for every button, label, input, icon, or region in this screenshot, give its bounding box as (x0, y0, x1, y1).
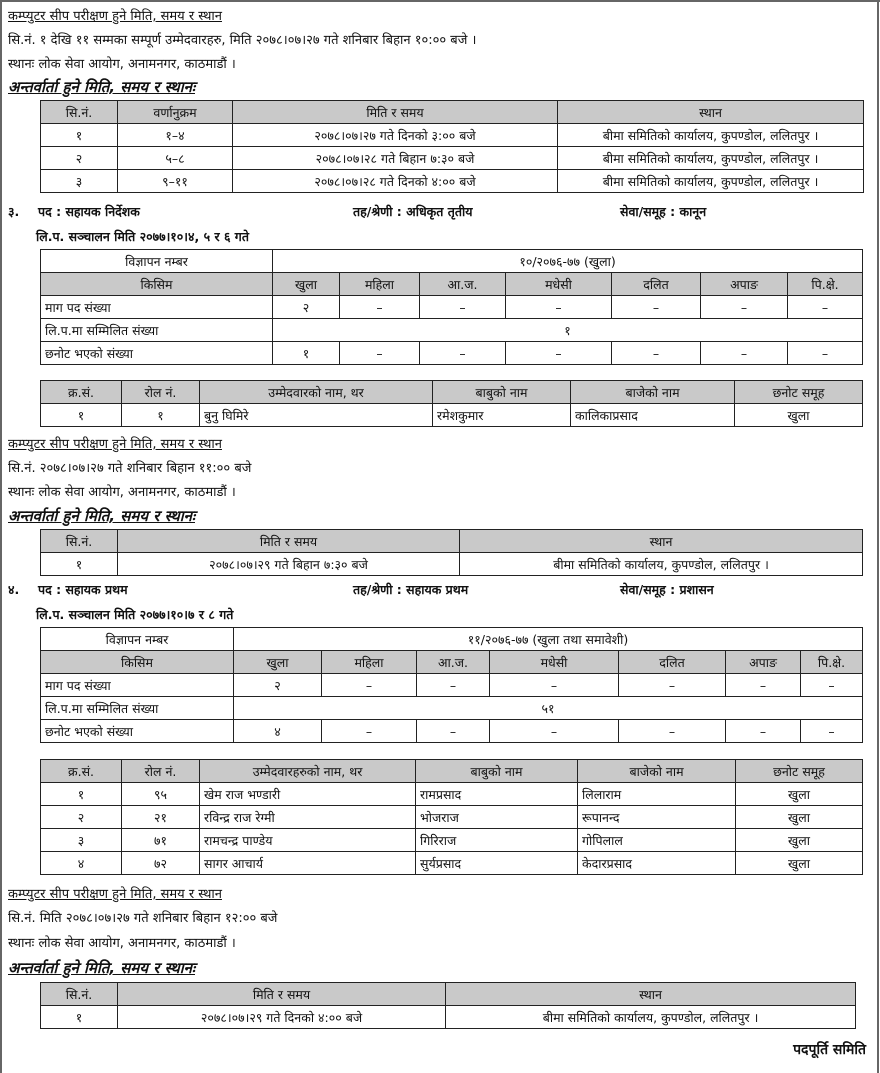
table-row (41, 720, 863, 743)
candidate-table-post4 (40, 759, 863, 875)
column-header: मिति र समय (118, 983, 446, 1006)
table-cell: १ (41, 404, 122, 427)
table-header-row (41, 651, 863, 674)
table-cell: ७२ (122, 852, 200, 875)
table-header-row (41, 530, 863, 553)
table-cell: २ (41, 806, 122, 829)
post-level: तह/श्रेणी : अधिकृत तृतीय (353, 204, 473, 219)
table-row (41, 553, 863, 576)
table-cell: बीमा समितिको कार्यालय, कुपण्डोल, ललितपुर । (446, 1006, 856, 1029)
column-header: मिति र समय (118, 530, 460, 553)
exam-place-line: स्थानः लोक सेवा आयोग, अनामनगर, काठमाडौं । (8, 936, 236, 951)
column-header: किसिम (41, 273, 273, 296)
interview-table-post4 (40, 982, 856, 1029)
table-cell: २ (234, 674, 322, 697)
column-header: उम्मेदवारहरुको नाम, थर (200, 760, 416, 783)
exam-place-line: स्थानः लोक सेवा आयोग, अनामनगर, काठमाडौं । (8, 485, 236, 500)
table-cell: – (490, 720, 619, 743)
post-info-line (8, 203, 868, 221)
column-header: सि.नं. (41, 530, 118, 553)
table-cell: – (490, 674, 619, 697)
exam-schedule-line: सि.नं. मिति २०७८।०७।२७ गते शनिबार बिहान १२:०० बजे (8, 911, 278, 926)
table-cell: गोपिलाल (578, 829, 736, 852)
table-cell: १ (41, 783, 122, 806)
table-cell: रामचन्द्र पाण्डेय (200, 829, 416, 852)
row-label: छनोट भएको संख्या (41, 720, 234, 743)
table-cell: – (619, 674, 726, 697)
column-header: बाबुको नाम (416, 760, 578, 783)
table-cell: – (506, 342, 612, 365)
table-cell: २०७८।०७।२९ गते दिनको ४:०० बजे (118, 1006, 446, 1029)
table-header-row (41, 381, 863, 404)
table-row (41, 342, 863, 365)
advertisement-label: विज्ञापन नम्बर (41, 628, 234, 651)
table-header-row (41, 983, 856, 1006)
table-row (41, 319, 863, 342)
table-header-row (41, 760, 863, 783)
table-row (41, 806, 863, 829)
column-header: अपाङ (726, 651, 801, 674)
column-header: दलित (612, 273, 701, 296)
committee-signature: पदपूर्ति समिति (793, 1042, 866, 1058)
column-header: आ.ज. (417, 651, 490, 674)
exam-heading: कम्प्युटर सीप परीक्षण हुने मिति, समय र स्थान (8, 437, 222, 452)
column-header: स्थान (446, 983, 856, 1006)
table-row (41, 697, 863, 720)
table-cell: ५–८ (118, 147, 233, 170)
table-cell: – (612, 342, 701, 365)
table-cell: ४ (234, 720, 322, 743)
table-cell: १ (273, 319, 863, 342)
column-header: सि.नं. (41, 983, 118, 1006)
interview-heading: अन्तर्वार्ता हुने मिति, समय र स्थानः (8, 507, 195, 525)
table-row (41, 124, 864, 147)
table-cell: १ (41, 124, 118, 147)
column-header: छनोट समूह (736, 760, 863, 783)
row-label: लि.प.मा सम्मिलित संख्या (41, 319, 273, 342)
column-header: छनोट समूह (735, 381, 863, 404)
table-cell: २०७८।०७।२९ गते बिहान ७:३० बजे (118, 553, 460, 576)
table-cell: – (322, 674, 417, 697)
column-header: स्थान (460, 530, 863, 553)
table-cell: गिरिराज (416, 829, 578, 852)
table-cell: – (506, 296, 612, 319)
page-border-left (0, 0, 2, 1073)
post-number: ४. (8, 582, 20, 597)
post-number: ३. (8, 204, 20, 219)
column-header: क्र.सं. (41, 760, 122, 783)
table-cell: बीमा समितिको कार्यालय, कुपण्डोल, ललितपुर । (460, 553, 863, 576)
table-row (41, 628, 863, 651)
exam-place-line: स्थानः लोक सेवा आयोग, अनामनगर, काठमाडौं । (8, 57, 236, 72)
table-cell: खुला (736, 783, 863, 806)
table-cell: १ (122, 404, 200, 427)
column-header: सि.नं. (41, 101, 118, 124)
column-header: अपाङ (701, 273, 788, 296)
table-cell: सागर आचार्य (200, 852, 416, 875)
table-cell: – (801, 720, 863, 743)
column-header: बाजेको नाम (578, 760, 736, 783)
table-cell: भोजराज (416, 806, 578, 829)
table-cell: – (340, 342, 420, 365)
column-header: बाबुको नाम (433, 381, 571, 404)
post-level: तह/श्रेणी : सहायक प्रथम (353, 582, 469, 597)
column-header: खुला (234, 651, 322, 674)
table-cell: बीमा समितिको कार्यालय, कुपण्डोल, ललितपुर । (558, 124, 864, 147)
table-cell: खुला (735, 404, 863, 427)
exam-schedule-line: सि.नं. १ देखि ११ सम्मका सम्पूर्ण उम्मेदवारहरु, मिति २०७८।०७।२७ गते शनिबार बिहान १०:०० बजे । (8, 33, 477, 48)
table-row (41, 147, 864, 170)
table-row (41, 674, 863, 697)
post-service: सेवा/समूह : कानून (620, 204, 707, 219)
table-header-row (41, 101, 864, 124)
table-cell: रमेशकुमार (433, 404, 571, 427)
row-label: छनोट भएको संख्या (41, 342, 273, 365)
column-header: रोल नं. (122, 760, 200, 783)
interview-heading: अन्तर्वार्ता हुने मिति, समय र स्थानः (8, 78, 195, 96)
exam-heading: कम्प्युटर सीप परीक्षण हुने मिति, समय र स्थान (8, 887, 222, 902)
table-cell: सुर्यप्रसाद (416, 852, 578, 875)
column-header: आ.ज. (420, 273, 506, 296)
table-cell: – (417, 674, 490, 697)
column-header: बाजेको नाम (571, 381, 735, 404)
table-cell: – (322, 720, 417, 743)
advertisement-label: विज्ञापन नम्बर (41, 250, 273, 273)
table-row (41, 852, 863, 875)
table-cell: २१ (122, 806, 200, 829)
table-cell: ३ (41, 829, 122, 852)
table-cell: ३ (41, 170, 118, 193)
written-exam-date: लि.प. सञ्चालन मिति २०७७।१०।७ र ८ गते (36, 607, 234, 622)
column-header: मधेसी (506, 273, 612, 296)
table-row (41, 250, 863, 273)
column-header: पि.क्षे. (788, 273, 863, 296)
column-header: किसिम (41, 651, 234, 674)
candidate-table-post3 (40, 380, 863, 427)
table-cell: २ (273, 296, 340, 319)
column-header: खुला (273, 273, 340, 296)
table-cell: १ (41, 553, 118, 576)
vacancy-table-post3 (40, 249, 863, 365)
table-cell: ४ (41, 852, 122, 875)
vacancy-table-post4 (40, 627, 863, 743)
table-cell: १ (41, 1006, 118, 1029)
advertisement-number: १०/२०७६-७७ (खुला) (273, 250, 863, 273)
table-cell: रविन्द्र राज रेग्मी (200, 806, 416, 829)
table-row (41, 170, 864, 193)
table-row (41, 1006, 856, 1029)
table-cell: रूपानन्द (578, 806, 736, 829)
table-cell: – (417, 720, 490, 743)
table-cell: – (788, 342, 863, 365)
table-row (41, 829, 863, 852)
column-header: उम्मेदवारको नाम, थर (200, 381, 433, 404)
table-cell: – (420, 296, 506, 319)
column-header: महिला (322, 651, 417, 674)
table-cell: २ (41, 147, 118, 170)
row-label: लि.प.मा सम्मिलित संख्या (41, 697, 234, 720)
table-cell: लिलाराम (578, 783, 736, 806)
table-cell: १ (273, 342, 340, 365)
table-cell: – (420, 342, 506, 365)
table-row (41, 404, 863, 427)
table-cell: कालिकाप्रसाद (571, 404, 735, 427)
table-cell: खेम राज भण्डारी (200, 783, 416, 806)
table-cell: – (726, 720, 801, 743)
column-header: महिला (340, 273, 420, 296)
column-header: मिति र समय (233, 101, 558, 124)
column-header: दलित (619, 651, 726, 674)
column-header: रोल नं. (122, 381, 200, 404)
table-cell: २०७८।०७।२८ गते दिनको ४:०० बजे (233, 170, 558, 193)
column-header: मधेसी (490, 651, 619, 674)
page-border-top (0, 0, 880, 2)
interview-table-1 (40, 100, 864, 193)
table-cell: ५१ (234, 697, 863, 720)
table-cell: खुला (736, 852, 863, 875)
column-header: वर्णानुक्रम (118, 101, 233, 124)
table-cell: – (788, 296, 863, 319)
table-cell: बुनु घिमिरे (200, 404, 433, 427)
table-cell: ९–११ (118, 170, 233, 193)
column-header: क्र.सं. (41, 381, 122, 404)
table-cell: २०७८।०७।२८ गते बिहान ७:३० बजे (233, 147, 558, 170)
table-cell: १–४ (118, 124, 233, 147)
written-exam-date: लि.प. सञ्चालन मिति २०७७।१०।४, ५ र ६ गते (36, 229, 249, 244)
post-title: पद : सहायक निर्देशक (38, 204, 140, 219)
exam-schedule-line: सि.नं. २०७८।०७।२७ गते शनिबार बिहान ११:०० बजे (8, 461, 252, 476)
interview-table-post3 (40, 529, 863, 576)
table-cell: – (612, 296, 701, 319)
exam-heading: कम्प्युटर सीप परीक्षण हुने मिति, समय र स्थान (8, 9, 222, 24)
table-cell: – (701, 296, 788, 319)
table-cell: खुला (736, 806, 863, 829)
row-label: माग पद संख्या (41, 296, 273, 319)
table-cell: – (801, 674, 863, 697)
post-title: पद : सहायक प्रथम (38, 582, 128, 597)
table-cell: ७१ (122, 829, 200, 852)
interview-heading: अन्तर्वार्ता हुने मिति, समय र स्थानः (8, 959, 195, 977)
table-cell: बीमा समितिको कार्यालय, कुपण्डोल, ललितपुर । (558, 170, 864, 193)
table-cell: बीमा समितिको कार्यालय, कुपण्डोल, ललितपुर । (558, 147, 864, 170)
table-cell: – (619, 720, 726, 743)
page-border-right (877, 0, 879, 1073)
table-cell: रामप्रसाद (416, 783, 578, 806)
advertisement-number: ११/२०७६-७७ (खुला तथा समावेशी) (234, 628, 863, 651)
post-service: सेवा/समूह : प्रशासन (620, 582, 714, 597)
table-cell: – (340, 296, 420, 319)
column-header: पि.क्षे. (801, 651, 863, 674)
table-cell: केदारप्रसाद (578, 852, 736, 875)
table-header-row (41, 273, 863, 296)
post-info-line (8, 581, 868, 599)
row-label: माग पद संख्या (41, 674, 234, 697)
table-cell: खुला (736, 829, 863, 852)
table-cell: – (726, 674, 801, 697)
table-cell: ९५ (122, 783, 200, 806)
table-cell: – (701, 342, 788, 365)
table-row (41, 783, 863, 806)
table-row (41, 296, 863, 319)
column-header: स्थान (558, 101, 864, 124)
table-cell: २०७८।०७।२७ गते दिनको ३:०० बजे (233, 124, 558, 147)
